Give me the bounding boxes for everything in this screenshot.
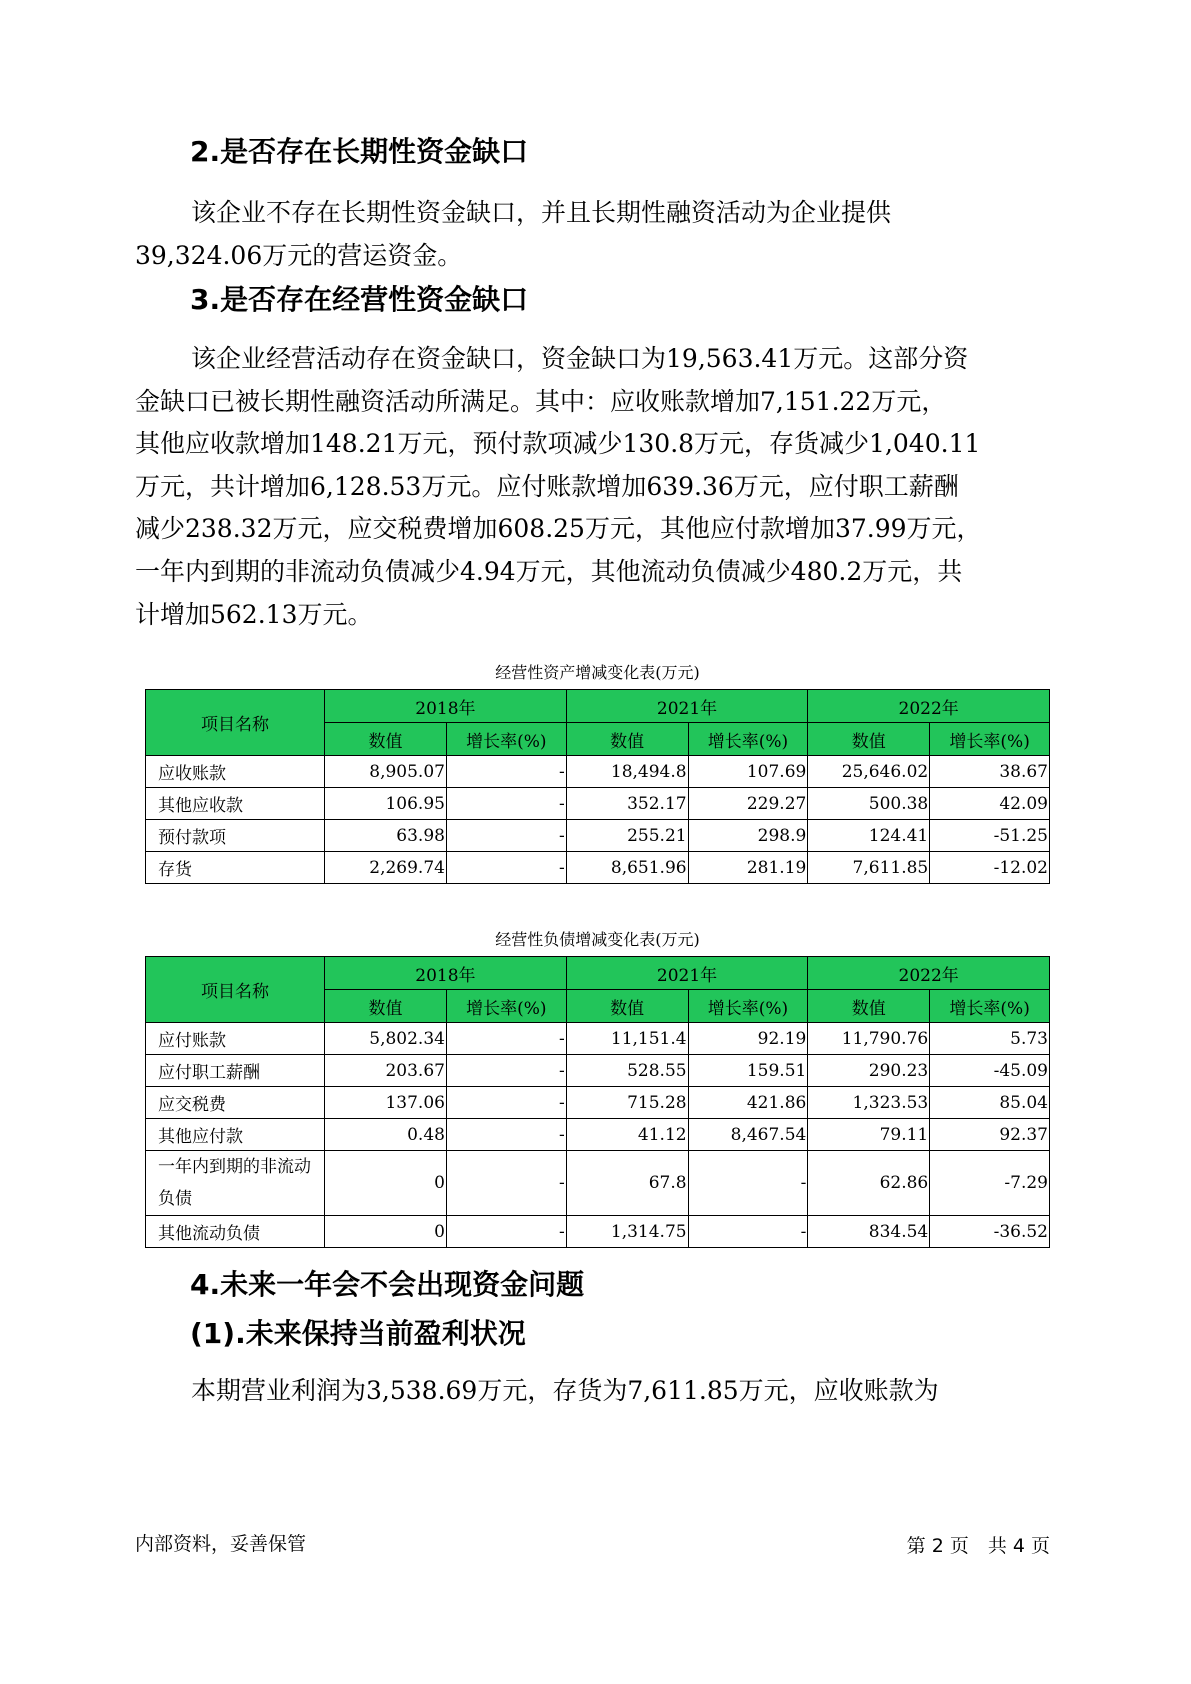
row-label-cell: 其他应付款: [146, 1119, 325, 1151]
section-3-title: 3.是否存在经营性资金缺口: [190, 283, 529, 316]
paragraph-line: 该企业经营活动存在资金缺口，资金缺口为19,563.41万元。这部分资: [191, 344, 969, 373]
paragraph-line: 金缺口已被长期性融资活动所满足。其中：应收账款增加7,151.22万元，: [135, 386, 947, 416]
footer-page-number: 第 2 页 共 4 页: [906, 1535, 1050, 1557]
row-label-cell: 一年内到期的非流动负债: [146, 1151, 325, 1216]
table-row: [146, 852, 1050, 884]
value-cell: 715.28: [566, 1087, 688, 1119]
value-cell: 0: [325, 1216, 447, 1248]
value-cell: 159.51: [688, 1055, 808, 1087]
table-row: [146, 1055, 1050, 1087]
header-value: 数值: [325, 990, 447, 1023]
value-cell: -: [446, 1119, 566, 1151]
value-cell: 8,467.54: [688, 1119, 808, 1151]
table-row: [146, 820, 1050, 852]
header-value: 数值: [566, 990, 688, 1023]
header-value: 数值: [566, 723, 688, 756]
header-growth: 增长率(%): [688, 723, 808, 756]
value-cell: 255.21: [566, 820, 688, 852]
value-cell: -: [446, 1151, 566, 1216]
header-value: 数值: [808, 990, 930, 1023]
footer-confidential: 内部资料，妥善保管: [135, 1533, 307, 1555]
value-cell: 18,494.8: [566, 756, 688, 788]
section-4-subtitle: (1).未来保持当前盈利状况: [190, 1317, 526, 1350]
value-cell: 124.41: [808, 820, 930, 852]
value-cell: -: [688, 1151, 808, 1216]
header-year-2022: 2022年: [808, 690, 1050, 723]
table-row: [146, 788, 1050, 820]
paragraph-line: 39,324.06万元的营运资金。: [135, 240, 463, 270]
header-year-2018: 2018年: [325, 957, 567, 990]
value-cell: 298.9: [688, 820, 808, 852]
header-year-2018: 2018年: [325, 690, 567, 723]
value-cell: 62.86: [808, 1151, 930, 1216]
value-cell: 229.27: [688, 788, 808, 820]
header-year-2022: 2022年: [808, 957, 1050, 990]
value-cell: -: [446, 820, 566, 852]
value-cell: 92.19: [688, 1023, 808, 1055]
paragraph-line: 该企业不存在长期性资金缺口，并且长期性融资活动为企业提供: [191, 198, 892, 227]
header-item-name: 项目名称: [146, 957, 325, 1023]
value-cell: 0: [325, 1151, 447, 1216]
value-cell: 106.95: [325, 788, 447, 820]
value-cell: 137.06: [325, 1087, 447, 1119]
value-cell: 834.54: [808, 1216, 930, 1248]
value-cell: -7.29: [930, 1151, 1050, 1216]
value-cell: 203.67: [325, 1055, 447, 1087]
header-value: 数值: [808, 723, 930, 756]
value-cell: -: [446, 1087, 566, 1119]
value-cell: -: [446, 1055, 566, 1087]
row-label-cell: 预付款项: [146, 820, 325, 852]
value-cell: 5.73: [930, 1023, 1050, 1055]
value-cell: 38.67: [930, 756, 1050, 788]
value-cell: 500.38: [808, 788, 930, 820]
header-value: 数值: [325, 723, 447, 756]
value-cell: -: [446, 1216, 566, 1248]
header-growth: 增长率(%): [688, 990, 808, 1023]
row-label-cell: 应交税费: [146, 1087, 325, 1119]
value-cell: 1,314.75: [566, 1216, 688, 1248]
value-cell: -36.52: [930, 1216, 1050, 1248]
value-cell: 42.09: [930, 788, 1050, 820]
row-label-cell: 应收账款: [146, 756, 325, 788]
value-cell: 2,269.74: [325, 852, 447, 884]
liabilities-table: [145, 956, 1050, 1248]
value-cell: -: [688, 1216, 808, 1248]
table-row: [146, 1023, 1050, 1055]
assets-table-caption: 经营性资产增减变化表(万元): [495, 663, 700, 682]
value-cell: 107.69: [688, 756, 808, 788]
value-cell: -51.25: [930, 820, 1050, 852]
value-cell: 0.48: [325, 1119, 447, 1151]
value-cell: -: [446, 756, 566, 788]
section-3-paragraph: [135, 338, 982, 636]
header-growth: 增长率(%): [930, 990, 1050, 1023]
liabilities-table-body: [146, 1023, 1050, 1248]
row-label-cell: 其他流动负债: [146, 1216, 325, 1248]
value-cell: 67.8: [566, 1151, 688, 1216]
row-label-cell: 应付账款: [146, 1023, 325, 1055]
value-cell: 421.86: [688, 1087, 808, 1119]
paragraph-line: 减少238.32万元，应交税费增加608.25万元，其他应付款增加37.99万元，: [135, 514, 982, 544]
value-cell: 11,790.76: [808, 1023, 930, 1055]
section-4-title: 4.未来一年会不会出现资金问题: [190, 1268, 585, 1301]
section-2-paragraph: [135, 192, 891, 277]
table-row: [146, 1119, 1050, 1151]
value-cell: 25,646.02: [808, 756, 930, 788]
value-cell: 5,802.34: [325, 1023, 447, 1055]
paragraph-line: 万元，共计增加6,128.53万元。应付账款增加639.36万元，应付职工薪酬: [135, 471, 959, 501]
section-2-title: 2.是否存在长期性资金缺口: [190, 135, 529, 168]
value-cell: 352.17: [566, 788, 688, 820]
table-row: [146, 1087, 1050, 1119]
value-cell: 7,611.85: [808, 852, 930, 884]
header-growth: 增长率(%): [446, 990, 566, 1023]
value-cell: 281.19: [688, 852, 808, 884]
row-label-cell: 存货: [146, 852, 325, 884]
header-growth: 增长率(%): [930, 723, 1050, 756]
row-label-cell: 其他应收款: [146, 788, 325, 820]
value-cell: -: [446, 788, 566, 820]
paragraph-line: 一年内到期的非流动负债减少4.94万元，其他流动负债减少480.2万元，共: [135, 556, 963, 586]
value-cell: 8,905.07: [325, 756, 447, 788]
value-cell: -12.02: [930, 852, 1050, 884]
value-cell: -: [446, 852, 566, 884]
section-4-paragraph: [135, 1370, 939, 1413]
value-cell: 63.98: [325, 820, 447, 852]
liabilities-table-caption: 经营性负债增减变化表(万元): [495, 930, 700, 949]
header-year-2021: 2021年: [566, 957, 808, 990]
assets-table: [145, 689, 1050, 884]
value-cell: 85.04: [930, 1087, 1050, 1119]
value-cell: 11,151.4: [566, 1023, 688, 1055]
value-cell: 528.55: [566, 1055, 688, 1087]
row-label-cell: 应付职工薪酬: [146, 1055, 325, 1087]
assets-table-body: [146, 756, 1050, 884]
table-row: [146, 1151, 1050, 1216]
value-cell: -: [446, 1023, 566, 1055]
value-cell: 92.37: [930, 1119, 1050, 1151]
header-growth: 增长率(%): [446, 723, 566, 756]
value-cell: 290.23: [808, 1055, 930, 1087]
value-cell: 41.12: [566, 1119, 688, 1151]
value-cell: 1,323.53: [808, 1087, 930, 1119]
table-row: [146, 1216, 1050, 1248]
paragraph-line: 其他应收款增加148.21万元，预付款项减少130.8万元，存货减少1,040.11: [135, 429, 981, 459]
table-row: [146, 756, 1050, 788]
paragraph-line: 本期营业利润为3,538.69万元，存货为7,611.85万元，应收账款为: [191, 1376, 939, 1405]
value-cell: -45.09: [930, 1055, 1050, 1087]
value-cell: 79.11: [808, 1119, 930, 1151]
header-year-2021: 2021年: [566, 690, 808, 723]
paragraph-line: 计增加562.13万元。: [135, 599, 373, 629]
value-cell: 8,651.96: [566, 852, 688, 884]
header-item-name: 项目名称: [146, 690, 325, 756]
